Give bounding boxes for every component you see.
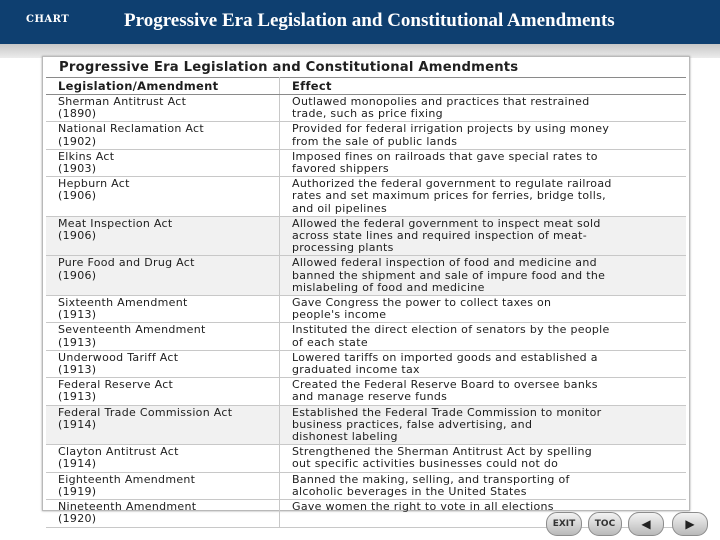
table-title: Progressive Era Legislation and Constitutional Amendments — [59, 60, 519, 75]
table-row — [46, 149, 686, 176]
effect-cell: Authorized the federal government to regulate railroad rates and set maximum prices for ferries, bridge tolls, and oil pipelines — [280, 177, 687, 217]
law-cell: Eighteenth Amendment (1919) — [46, 472, 280, 499]
law-cell: National Reclamation Act (1902) — [46, 122, 280, 149]
effect-cell: Banned the making, selling, and transporting of alcoholic beverages in the United States — [280, 472, 687, 499]
table-row — [46, 323, 686, 350]
effect-cell: Strengthened the Sherman Antitrust Act by spelling out specific activities businesses could not do — [280, 445, 687, 472]
toc-button[interactable]: TOC — [588, 512, 622, 536]
table-header-row — [46, 78, 686, 95]
law-cell: Sherman Antitrust Act (1890) — [46, 95, 280, 122]
law-cell: Federal Trade Commission Act (1914) — [46, 405, 280, 445]
effect-cell: Allowed the federal government to inspect meat sold across state lines and required inspection of meat- processing plants — [280, 216, 687, 256]
law-cell: Hepburn Act (1906) — [46, 177, 280, 217]
effect-cell: Gave women the right to vote in all elections — [280, 500, 687, 527]
table-row — [46, 122, 686, 149]
effect-cell: Imposed fines on railroads that gave special rates to favored shippers — [280, 149, 687, 176]
effect-cell: Instituted the direct election of senators by the people of each state — [280, 323, 687, 350]
law-cell: Underwood Tariff Act (1913) — [46, 350, 280, 377]
effect-cell: Outlawed monopolies and practices that restrained trade, such as price fixing — [280, 95, 687, 122]
table-row — [46, 445, 686, 472]
effect-cell: Lowered tariffs on imported goods and established a graduated income tax — [280, 350, 687, 377]
chart-tag: CHART — [26, 14, 70, 25]
effect-cell: Created the Federal Reserve Board to oversee banks and manage reserve funds — [280, 378, 687, 405]
table-row — [46, 95, 686, 122]
law-cell: Elkins Act (1903) — [46, 149, 280, 176]
table-row — [46, 472, 686, 499]
exit-button[interactable]: EXIT — [546, 512, 582, 536]
table-row — [46, 405, 686, 445]
effect-cell: Allowed federal inspection of food and medicine and banned the shipment and sale of impure food and the mislabeling of food and medicine — [280, 256, 687, 296]
table-row — [46, 378, 686, 405]
column-header-effect: Effect — [280, 78, 687, 95]
table-row — [46, 256, 686, 296]
table-row — [46, 296, 686, 323]
previous-button[interactable]: ◀ — [628, 512, 664, 536]
legislation-table — [46, 77, 686, 528]
table-row — [46, 350, 686, 377]
next-button[interactable]: ▶ — [672, 512, 708, 536]
law-cell: Pure Food and Drug Act (1906) — [46, 256, 280, 296]
law-cell: Nineteenth Amendment (1920) — [46, 500, 280, 527]
column-header-law: Legislation/Amendment — [46, 78, 280, 95]
table-row — [46, 177, 686, 217]
law-cell: Seventeenth Amendment (1913) — [46, 323, 280, 350]
effect-cell: Established the Federal Trade Commission to monitor business practices, false advertising, and dishonest labeling — [280, 405, 687, 445]
law-cell: Sixteenth Amendment (1913) — [46, 296, 280, 323]
effect-cell: Provided for federal irrigation projects by using money from the sale of public lands — [280, 122, 687, 149]
slide-title: Progressive Era Legislation and Constitutional Amendments — [124, 10, 615, 31]
effect-cell: Gave Congress the power to collect taxes on people's income — [280, 296, 687, 323]
law-cell: Federal Reserve Act (1913) — [46, 378, 280, 405]
law-cell: Meat Inspection Act (1906) — [46, 216, 280, 256]
law-cell: Clayton Antitrust Act (1914) — [46, 445, 280, 472]
table-row — [46, 216, 686, 256]
